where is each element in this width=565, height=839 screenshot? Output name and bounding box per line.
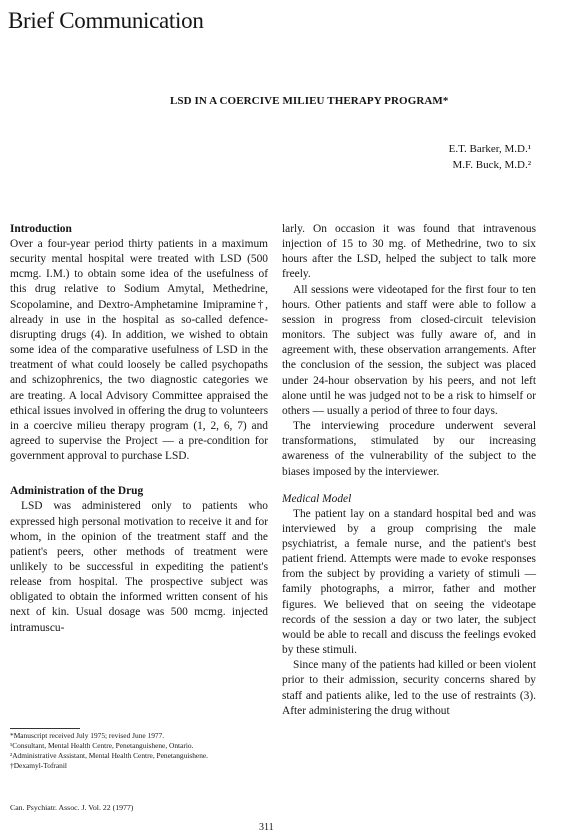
page-number: 311 [259, 822, 274, 833]
section-heading: Brief Communication [8, 8, 204, 33]
paper-title: LSD IN A COERCIVE MILIEU THERAPY PROGRAM* [170, 95, 449, 107]
interviewing-paragraph: The interviewing procedure underwent several transformations, stimulated by our increasing awareness of the vulnerability of the subject to the biases imposed by the interviewer. [282, 420, 536, 478]
introduction-paragraph: Over a four-year period thirty patients in a maximum security mental hospital were treated with LSD (500 mcmg. I.M.) to obtain some idea of the usefulness of this drug relative to Sodium Amytal, Methedrine, Scopolamine, and Dextro-Amphetamine Imipramine†, already in use in the hospital as so-called defence-disrupting drugs (4). In addition, we wished to obtain some idea of the comparative usefulness of LSD in the treatment of what could loosely be called psychopaths and schizophrenics, the two diagnostic categories we are treating. A local Advisory Committee appraised the ethical issues involved in offering the drug to volunteers in a coercive milieu therapy program (1, 2, 6, 7) and agreed to supervise the Project — a pre-condition for government approval to purchase LSD. [10, 238, 268, 463]
sessions-paragraph: All sessions were videotaped for the first four to ten hours. Other patients and staff were able to follow a session in progress from closed-circuit television monitors. The subject was fully aware of, and in agreement with, these observation arrangements. After the conclusion of the session, the subject was placed under 24-hour observation by his peers, and not left alone until he was judged not to be a risk to himself or others — usually a period of three to four days. [282, 283, 536, 417]
left-column [10, 222, 268, 636]
medical-model-heading: Medical Model [282, 492, 352, 505]
author-2: M.F. Buck, M.D.² [452, 159, 531, 171]
footnote-author-2: ²Administrative Assistant, Mental Health Centre, Penetanguishene. [10, 751, 209, 760]
footnote-rule [10, 728, 80, 729]
footnote-author-1: ¹Consultant, Mental Health Centre, Penetanguishene, Ontario. [10, 741, 194, 750]
administration-paragraph: LSD was administered only to patients who expressed high personal motivation to receive it and for whom, in the opinion of the treatment staff and the patient's peers, other methods of treatment were unlikely to be successful in expediting the patient's release from hospital. The prospective subject was obligated to obtain the informed written consent of his next of kin. Usual dosage was 500 mcmg. injected intramuscu- [10, 500, 268, 634]
journal-reference: Can. Psychiatr. Assoc. J. Vol. 22 (1977) [10, 803, 134, 812]
footnotes [10, 728, 268, 771]
footnote-drug: †Dexamyl-Tofranil [10, 761, 67, 770]
patients-paragraph: Since many of the patients had killed or been violent prior to their admission, security concerns shared by staff and patients alike, led to the use of restraints (3). After administering the drug without [282, 659, 536, 717]
right-column [282, 222, 536, 719]
footnote-manuscript: *Manuscript received July 1975; revised June 1977. [10, 731, 165, 740]
medical-model-paragraph: The patient lay on a standard hospital bed and was interviewed by a group comprising the male psychiatrist, a female nurse, and the patient's best patient friend. Attempts were made to evoke responses from the subject by providing a variety of stimuli — family photographs, a mirror, father and mother figures. We believed that on seeing the videotape records of the session a day or two later, the subject would be able to recall and discuss the feelings evoked by these stimuli. [282, 507, 536, 657]
continuation-paragraph: larly. On occasion it was found that intravenous injection of 15 to 30 mg. of Methedrine, two to six hours after the LSD, helped the subject to talk more freely. [282, 223, 536, 281]
administration-heading: Administration of the Drug [10, 485, 144, 498]
author-list [449, 141, 531, 173]
introduction-heading: Introduction [10, 223, 72, 235]
author-1: E.T. Barker, M.D.¹ [448, 143, 531, 155]
